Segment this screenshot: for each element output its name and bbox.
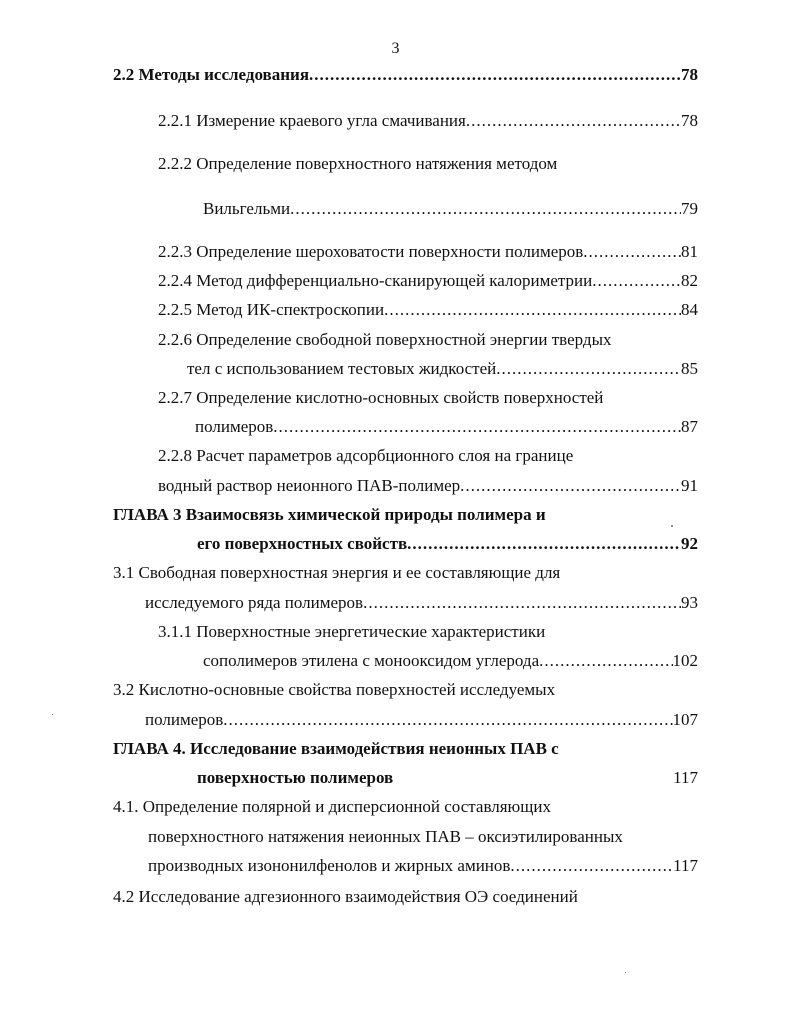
leader-dots xyxy=(496,358,681,380)
toc-entry xyxy=(148,855,698,877)
toc-entry-page: 82 xyxy=(681,271,698,290)
toc-entry-title: его поверхностных свойств xyxy=(197,534,408,553)
toc-entry xyxy=(148,826,623,848)
toc-entry-title: 3.2 Кислотно-основные свойства поверхностей исследуемых xyxy=(113,680,556,699)
leader-dots xyxy=(539,650,672,672)
toc-entry xyxy=(158,329,612,351)
toc-entry-page: 91 xyxy=(681,476,698,495)
toc-entry xyxy=(203,650,698,672)
toc-entry-title: 4.2 Исследование адгезионного взаимодействия ОЭ соединений xyxy=(113,887,578,906)
toc-entry xyxy=(158,387,603,409)
toc-entry-title: исследуемого ряда полимеров xyxy=(145,593,364,612)
toc-entry-page: 78 xyxy=(681,111,698,130)
page-number: 3 xyxy=(391,40,400,57)
toc-entry xyxy=(197,767,698,789)
toc-entry xyxy=(158,475,698,497)
toc-entry xyxy=(113,64,698,86)
toc-entry xyxy=(158,241,698,263)
toc-entry-title: 4.1. Определение полярной и дисперсионной составляющих xyxy=(113,797,551,816)
toc-entry-page: 117 xyxy=(673,856,698,875)
toc-entry xyxy=(113,796,551,818)
leader-dots xyxy=(223,709,672,731)
toc-entry-title: 2.2.8 Расчет параметров адсорбционного слоя на границе xyxy=(158,446,574,465)
toc-entry-title: 2.2.7 Определение кислотно-основных свойств поверхностей xyxy=(158,388,604,407)
toc-entry-title: производных изононилфенолов и жирных аминов xyxy=(148,856,511,875)
toc-entry-title: 2.2.2 Определение поверхностного натяжения методом xyxy=(158,154,558,173)
leader-dots xyxy=(290,198,681,220)
toc-entry xyxy=(113,504,546,526)
leader-dots xyxy=(363,592,681,614)
toc-entry xyxy=(158,445,573,467)
toc-entry xyxy=(113,562,560,584)
toc-entry xyxy=(145,592,698,614)
toc-entry-page: 92 xyxy=(681,534,698,553)
leader-dots xyxy=(460,475,681,497)
toc-entry-title: сополимеров этилена с монооксидом углерода xyxy=(203,651,540,670)
scan-speck xyxy=(52,714,53,715)
toc-entry-title: 2.2.3 Определение шероховатости поверхности полимеров xyxy=(158,242,584,261)
toc-entry-title: 2.2 Методы исследования xyxy=(113,65,310,84)
toc-entry-title: поверхностного натяжения неионных ПАВ – оксиэтилированных xyxy=(148,827,623,846)
toc-entry xyxy=(145,709,698,731)
toc-entry xyxy=(158,153,557,175)
toc-entry xyxy=(113,886,578,908)
toc-entry-title: 2.2.1 Измерение краевого угла смачивания xyxy=(158,111,466,130)
toc-entry xyxy=(203,198,698,220)
toc-entry-title: 3.1.1 Поверхностные энергетические характеристики xyxy=(158,622,546,641)
toc-entry xyxy=(158,299,698,321)
toc-entry-title: 3.1 Свободная поверхностная энергия и ее составляющие для xyxy=(113,563,561,582)
toc-entry-page: 93 xyxy=(681,593,698,612)
toc-entry-title: тел с использованием тестовых жидкостей xyxy=(187,359,497,378)
toc-entry xyxy=(195,416,698,438)
toc-entry xyxy=(113,738,559,760)
toc-entry-title: полимеров xyxy=(195,417,274,436)
leader-dots xyxy=(407,533,681,555)
scan-speck xyxy=(671,525,673,527)
toc-entry-title: водный раствор неионного ПАВ-полимер xyxy=(158,476,461,495)
leader-dots xyxy=(309,64,681,86)
toc-entry-title: 2.2.6 Определение свободной поверхностной энергии твердых xyxy=(158,330,612,349)
toc-entry-title: поверхностью полимеров xyxy=(197,768,394,787)
toc-entry xyxy=(158,621,545,643)
toc-entry-page: 84 xyxy=(681,300,698,319)
toc-entry xyxy=(113,679,555,701)
toc-entry xyxy=(158,270,698,292)
toc-entry-title: ГЛАВА 3 Взаимосвязь химической природы полимера и xyxy=(113,505,546,524)
toc-entry-page: 81 xyxy=(681,242,698,261)
toc-entry-page: 107 xyxy=(672,710,698,729)
leader-dots xyxy=(384,299,681,321)
toc-entry-title: ГЛАВА 4. Исследование взаимодействия неионных ПАВ с xyxy=(113,739,559,758)
toc-entry-page: 102 xyxy=(672,651,698,670)
toc-entry-title: Вильгельми xyxy=(203,199,291,218)
leader-dots xyxy=(592,270,681,292)
leader-dots xyxy=(273,416,681,438)
leader-dots xyxy=(583,241,681,263)
leader-dots xyxy=(466,110,681,132)
leader-dots xyxy=(510,855,673,877)
toc-entry-page: 79 xyxy=(681,199,698,218)
scan-speck xyxy=(625,972,626,973)
toc-entry-page: 78 xyxy=(681,65,698,84)
toc-entry xyxy=(187,358,698,380)
toc-entry xyxy=(197,533,698,555)
toc-entry-title: 2.2.5 Метод ИК-спектроскопии xyxy=(158,300,385,319)
toc-entry-page: 85 xyxy=(681,359,698,378)
toc-entry-title: полимеров xyxy=(145,710,224,729)
toc-entry xyxy=(158,110,698,132)
toc-entry-page: 117 xyxy=(673,768,698,787)
toc-entry-page: 87 xyxy=(681,417,698,436)
toc-entry-title: 2.2.4 Метод дифференциально-сканирующей калориметрии xyxy=(158,271,593,290)
